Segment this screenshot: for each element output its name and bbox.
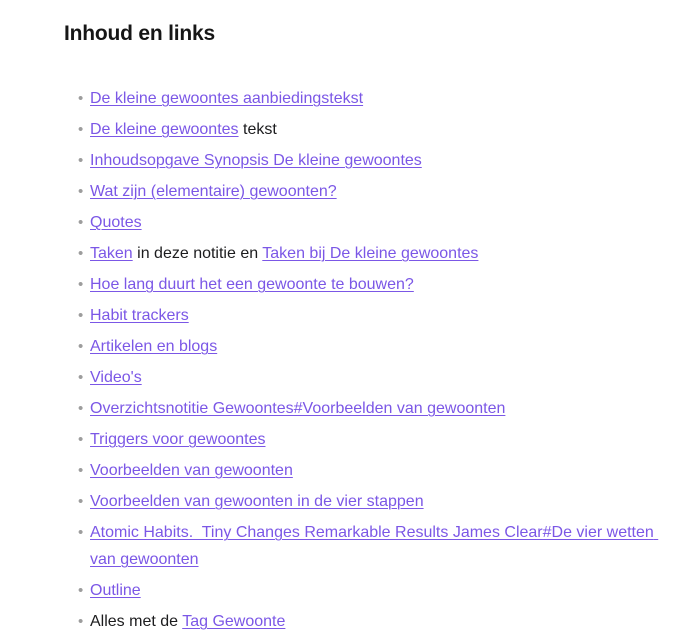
note-link[interactable]: Wat zijn (elementaire) gewoonten? bbox=[90, 183, 337, 200]
list-item bbox=[78, 577, 659, 604]
list-item bbox=[78, 271, 659, 298]
plain-text: tekst bbox=[238, 121, 277, 138]
list-item bbox=[78, 209, 659, 236]
list-item bbox=[78, 178, 659, 205]
list-item bbox=[78, 302, 659, 329]
list-item bbox=[78, 608, 659, 635]
list-item bbox=[78, 457, 659, 484]
list-item bbox=[78, 147, 659, 174]
list-item bbox=[78, 85, 659, 112]
links-list bbox=[64, 85, 659, 635]
note-link[interactable]: Outline bbox=[90, 582, 141, 599]
list-item bbox=[78, 333, 659, 360]
note-link[interactable]: Triggers voor gewoontes bbox=[90, 431, 266, 448]
note-link[interactable]: Inhoudsopgave Synopsis De kleine gewoontes bbox=[90, 152, 422, 169]
note-link[interactable]: Tag Gewoonte bbox=[182, 613, 286, 630]
note-link[interactable]: Overzichtsnotitie Gewoontes#Voorbeelden van gewoonten bbox=[90, 400, 506, 417]
note-link[interactable]: Taken bbox=[90, 245, 133, 262]
list-item bbox=[78, 488, 659, 515]
note-link[interactable]: Artikelen en blogs bbox=[90, 338, 218, 355]
note-link[interactable]: Hoe lang duurt het een gewoonte te bouwen? bbox=[90, 276, 414, 293]
list-item bbox=[78, 364, 659, 391]
list-item bbox=[78, 240, 659, 267]
note-link[interactable]: Voorbeelden van gewoonten in de vier stappen bbox=[90, 493, 424, 510]
note-link[interactable]: Habit trackers bbox=[90, 307, 189, 324]
note-link[interactable]: De kleine gewoontes aanbiedingstekst bbox=[90, 90, 364, 107]
list-item bbox=[78, 426, 659, 453]
note-link[interactable]: De kleine gewoontes bbox=[90, 121, 239, 138]
plain-text: Alles met de bbox=[90, 613, 183, 630]
plain-text: in deze notitie en bbox=[132, 245, 263, 262]
list-item bbox=[78, 116, 659, 143]
note-link[interactable]: Quotes bbox=[90, 214, 142, 231]
note-link[interactable]: Taken bij De kleine gewoontes bbox=[262, 245, 479, 262]
note-link[interactable]: Voorbeelden van gewoonten bbox=[90, 462, 293, 479]
page-title: Inhoud en links bbox=[64, 22, 216, 45]
note-link[interactable]: Video's bbox=[90, 369, 142, 386]
list-item bbox=[78, 395, 659, 422]
note-link[interactable]: Atomic Habits. Tiny Changes Remarkable Results James Clear#De vier wetten van gewoonten bbox=[90, 524, 659, 568]
list-item bbox=[78, 519, 659, 573]
